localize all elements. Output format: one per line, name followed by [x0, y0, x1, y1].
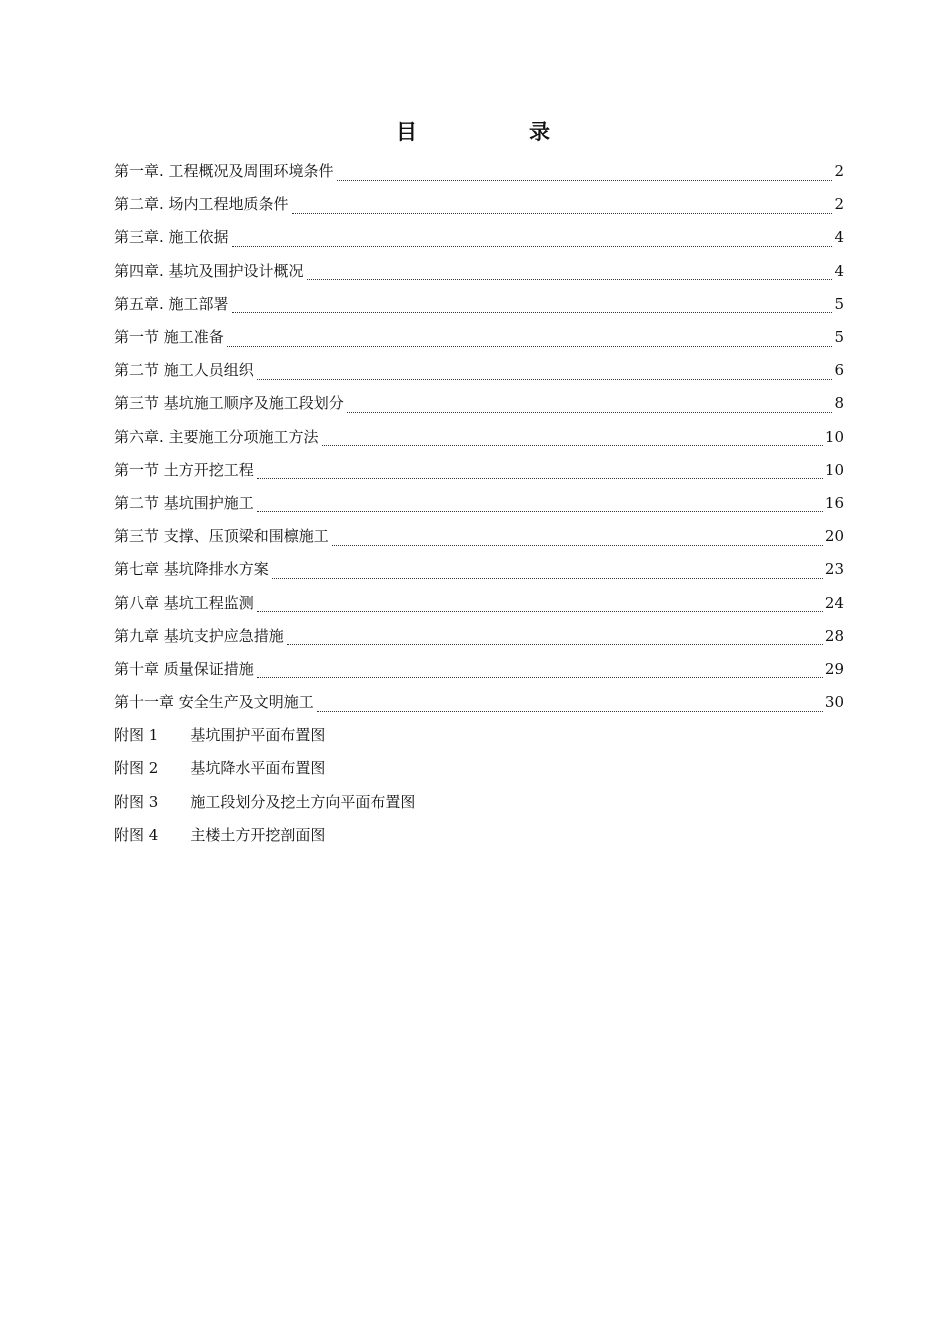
- appendix-title: 基坑降水平面布置图: [190, 759, 326, 778]
- toc-page-number: 5: [834, 328, 844, 347]
- toc-page-number: 20: [824, 527, 844, 546]
- toc-entry[interactable]: [114, 321, 844, 354]
- toc-dot-leader: [257, 500, 823, 512]
- toc-entry-label: 第六章. 主要施工分项施工方法: [114, 427, 319, 446]
- toc-entry[interactable]: [114, 288, 844, 321]
- toc-entry[interactable]: [114, 653, 844, 686]
- toc-dot-leader: [332, 534, 823, 546]
- toc-dot-leader: [272, 567, 823, 579]
- appendix-title: 主楼土方开挖剖面图: [190, 825, 326, 844]
- toc-entry[interactable]: [114, 155, 844, 188]
- toc-dot-leader: [317, 700, 823, 712]
- toc-page-number: 4: [834, 261, 844, 280]
- toc-entry-label: 第三节 支撑、压顶梁和围檩施工: [114, 527, 329, 546]
- toc-page-number: 23: [824, 560, 844, 579]
- toc-page-number: 10: [824, 427, 844, 446]
- toc-dot-leader: [227, 335, 833, 347]
- toc-page-number: 6: [834, 361, 844, 380]
- appendix-number: 附图 2: [114, 759, 159, 778]
- page-title: [0, 116, 950, 146]
- toc-page-number: 5: [834, 294, 844, 313]
- toc-page-number: 4: [834, 228, 844, 247]
- toc-entry-label: 第二节 施工人员组织: [114, 361, 254, 380]
- toc-entry-label: 第十章 质量保证措施: [114, 659, 254, 678]
- toc-dot-leader: [322, 434, 823, 446]
- toc-dot-leader: [232, 301, 833, 313]
- title-char-1: 目: [396, 120, 417, 144]
- toc-entry[interactable]: [114, 686, 844, 719]
- toc-entry[interactable]: [114, 421, 844, 454]
- toc-dot-leader: [292, 202, 833, 214]
- title-char-2: 录: [529, 120, 550, 144]
- toc-entry-label: 第三节 基坑施工顺序及施工段划分: [114, 394, 344, 413]
- toc-entry-label: 第一节 土方开挖工程: [114, 460, 254, 479]
- toc-entry[interactable]: [114, 454, 844, 487]
- toc-entry-label: 第十一章 安全生产及文明施工: [114, 693, 314, 712]
- toc-entry-label: 第一章. 工程概况及周围环境条件: [114, 162, 334, 181]
- toc-dot-leader: [287, 633, 823, 645]
- toc-entry-label: 第五章. 施工部署: [114, 294, 229, 313]
- appendix-entry[interactable]: [114, 719, 844, 752]
- toc-page-number: 16: [824, 493, 844, 512]
- appendix-title: 基坑围护平面布置图: [190, 726, 326, 745]
- toc-dot-leader: [232, 235, 833, 247]
- toc-dot-leader: [257, 368, 833, 380]
- toc-entry[interactable]: [114, 620, 844, 653]
- appendix-number: 附图 3: [114, 792, 159, 811]
- toc-dot-leader: [307, 268, 833, 280]
- toc-page-number: 10: [824, 460, 844, 479]
- toc-entry-label: 第九章 基坑支护应急措施: [114, 626, 284, 645]
- toc-entry[interactable]: [114, 221, 844, 254]
- toc-entry-label: 第三章. 施工依据: [114, 228, 229, 247]
- toc-entry-label: 第八章 基坑工程监测: [114, 593, 254, 612]
- toc-page-number: 28: [824, 626, 844, 645]
- toc-dot-leader: [257, 600, 823, 612]
- toc-page-number: 24: [824, 593, 844, 612]
- toc-entry-label: 第二节 基坑围护施工: [114, 493, 254, 512]
- appendix-number: 附图 4: [114, 825, 159, 844]
- toc-entry[interactable]: [114, 387, 844, 420]
- toc-page-number: 2: [834, 162, 844, 181]
- toc-entry[interactable]: [114, 255, 844, 288]
- toc-entry[interactable]: [114, 188, 844, 221]
- toc-page-number: 8: [834, 394, 844, 413]
- toc-entry-label: 第四章. 基坑及围护设计概况: [114, 261, 304, 280]
- toc-dot-leader: [257, 467, 823, 479]
- toc-page-number: 30: [824, 693, 844, 712]
- appendix-number: 附图 1: [114, 726, 159, 745]
- toc-dot-leader: [347, 401, 833, 413]
- toc-entry[interactable]: [114, 520, 844, 553]
- appendix-entry[interactable]: [114, 752, 844, 785]
- toc-entry-label: 第二章. 场内工程地质条件: [114, 195, 289, 214]
- toc-entry[interactable]: [114, 586, 844, 619]
- toc-dot-leader: [257, 666, 823, 678]
- toc-entry-label: 第七章 基坑降排水方案: [114, 560, 269, 579]
- appendix-entry[interactable]: [114, 786, 844, 819]
- toc-page-number: 29: [824, 659, 844, 678]
- toc-dot-leader: [337, 169, 833, 181]
- toc-entry-label: 第一节 施工准备: [114, 328, 224, 347]
- table-of-contents: [114, 155, 844, 852]
- toc-page-number: 2: [834, 195, 844, 214]
- appendix-entry[interactable]: [114, 819, 844, 852]
- toc-entry[interactable]: [114, 487, 844, 520]
- toc-entry[interactable]: [114, 354, 844, 387]
- toc-entry[interactable]: [114, 553, 844, 586]
- appendix-title: 施工段划分及挖土方向平面布置图: [190, 792, 416, 811]
